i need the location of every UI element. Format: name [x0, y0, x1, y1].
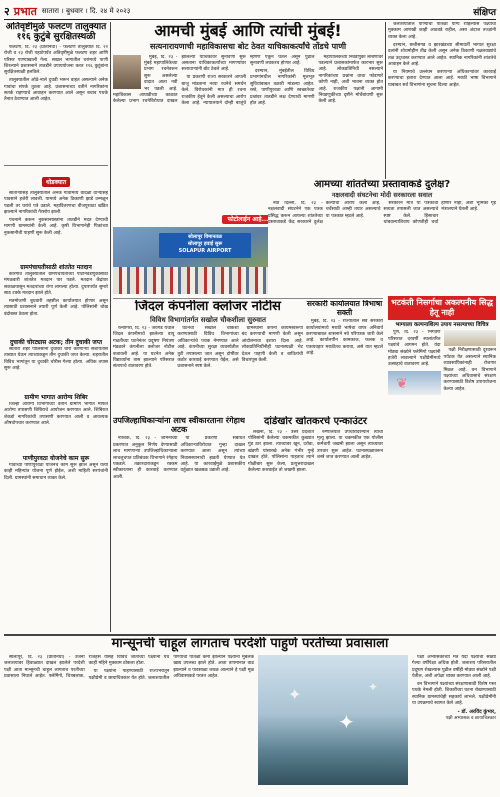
- paragraph: साताऱ्यासह तालुक्यातील अनेक गावांमध्ये वादळी वाऱ्यासह पावसाने हजेरी लावली. यामध्ये अनेक ठिकाणी झाडे उन्मळून पडली तर घरांचे पत्रे उडाले. महावितरणचा वीजपुरवठा खंडित झाल्याने नागरिकांची गैरसोय झाली.: [4, 190, 108, 215]
- left-story-6-body: [4, 463, 108, 503]
- peace-subhead: नक्षलवादी संघटनेचा मोदी सरकारला सवाल: [331, 190, 433, 199]
- lead-headline: आमची मुंबई आणि त्यांची मुंबई!: [154, 22, 342, 40]
- reporter-photo: [113, 55, 141, 89]
- encounter-body: [248, 430, 383, 522]
- right-column-top: [388, 22, 496, 177]
- banner-text: SOLAPUR AIRPORT: [178, 248, 232, 254]
- lead-story: [113, 22, 383, 204]
- jindal-body: [113, 326, 303, 412]
- left-story-5-body: [4, 402, 108, 452]
- paragraph: या प्रकरणी संबंधित अधिकाऱ्याविरोधात गुन्हा दाखल करण्यात आला असून त्यांच्या निवासस्थानाची झडती घेण्यात येत आहे. या कारवाईमुळे प्रशासकीय वर्तुळात खळबळ उडाली आहे.: [180, 436, 245, 474]
- bird-story: [388, 296, 496, 528]
- paragraph: मुंबई, दि. २३ - राज्यातील सर्व सरकारी कार्यालयांमध्ये मराठी भाषेचा वापर अनिवार्य करण्याबाबत शासनाने नवे परिपत्रक जारी केले आहे. कार्यालयीन कामकाज, फलक व पत्रव्यवहार मराठीतच करावा, असे यात म्हटले आहे.: [306, 319, 383, 357]
- bird-body: [388, 330, 496, 520]
- court-body: [113, 436, 245, 526]
- paragraph: रुग्णालयात उपचारादरम्यान त्याचा मृत्यू झाला. या चकमकीत एक पोलीस कर्मचारी जखमी झाला असून त्याच्यावर उपचार सुरू आहेत. घटनास्थळावरून शस्त्रे जप्त करण्यात आली आहेत.: [317, 429, 383, 461]
- paragraph: दरम्यान, मुंबईतील विविध प्रभागांमधील नागरिकांनी मूलभूत सुविधांबाबत तक्रारी मांडल्या आहेत. रस्ते, पाणीपुरवठा आणि स्वच्छतेच्या प्रश्नांवर तातडीने लक्ष देण्याची मागणी होत आहे.: [250, 68, 315, 106]
- left-story-4-headline: दुचाकी चोरट्यास अटक; तीन दुचाकी जप्त: [9, 338, 103, 346]
- brand-logo: प्रभात: [13, 4, 37, 18]
- left-column: [4, 22, 108, 632]
- banner-text: सोलापूर हवाई सुरू: [187, 241, 223, 247]
- bottom-body-right: [412, 655, 496, 787]
- paragraph: फलटण, दि. २३ (प्रतिनिधी) - फलटण तालुक्यात दि. २२ रोजी व २३ रोजी पहाटेपर्यंत अतिवृष्टीमुळे फलटण शहर आणि परिसर पाण्याखाली गेला. सखल भागातील घरांमध्ये पाणी शिरल्याने प्रशासनाने तातडीने उपाययोजना करत ११६ कुटुंबांना सुरक्षितस्थळी हलविले.: [4, 44, 108, 76]
- left-story-2-body: [4, 191, 108, 261]
- paragraph: सातारा शहर पोलिसांनी दुचाकी चोरी करणाऱ्या संशयितास ताब्यात घेऊन त्याच्याकडून तीन दुचाकी जप्त केल्या. शहरातील विविध भागांतून या दुचाकी चोरीस गेल्या होत्या. अधिक तपास सुरू आहे.: [4, 346, 108, 371]
- left-story-2-tag-wrap: [4, 169, 108, 188]
- court-headline: उपजिल्हाधिकाऱ्यांना लाच स्वीकारताना रंगेहाथ अटक: [113, 416, 245, 435]
- banner-text: सोलापूर विमानतळ: [188, 234, 222, 240]
- section-rule: [113, 298, 383, 299]
- paragraph: घटनेची सखोल चौकशी करण्यासाठी विविध विभागांच्या अधिकाऱ्यांचे पथक नेमण्यात आले आहे. कंपनीच्या सुरक्षा व्यवस्थेतील त्रुटी तपासल्या जात असून दोषींवर कठोर कारवाई करण्यात येईल, असे प्रशासनाने स्पष्ट केले.: [177, 325, 239, 370]
- paragraph: या पक्ष्यांना पाहण्यासाठी राज्यभरातून पक्षीप्रेमी व छायाचित्रकार येत होते. जलाशयातील पाण्याची पातळी कमी झाल्याने पक्ष्यांना मुबलक खाद्य उपलब्ध झाले होते. आता तापमानात वाढ झाल्याने व पावसाळा जवळ आल्याने हे पक्षी मूळ अधिवासाकडे परतत आहेत.: [88, 654, 254, 681]
- jindal-headline: जिंदल कंपनीला क्लोजर नोटीस: [135, 300, 281, 314]
- peace-headline: आमच्या शांततेच्या प्रस्तावाकडे दुर्लक्ष?: [313, 179, 451, 190]
- author-note: पक्षी अभ्यासक व छायाचित्रकार: [445, 715, 496, 721]
- left-story-4-body: [4, 347, 108, 391]
- section-rule: [4, 634, 496, 636]
- column-rule: [110, 22, 111, 632]
- bird-icon: ✦: [288, 684, 302, 704]
- paragraph: सोलापूर, दि. २३ (प्रतिनिधी) - उजनी जलाशयावर हिवाळ्यात दाखल झालेले परदेशी पक्षी आता मान्सूनची चाहूल लागताच परतीच्या प्रवासाला निघाले आहेत. फ्लेमिंगो, चित्रबलाक, राजहंस यांसह विविध जातींच्या पक्ष्यांनी येथे काही महिने मुक्काम ठोकला होता.: [4, 654, 170, 680]
- issue-date: सातारा । बुधवार । दि. २४ मे २०२३: [41, 6, 131, 15]
- bird-flock-photo: [258, 655, 408, 785]
- paragraph: पक्षी अभ्यासकांच्या मते यंदा पक्ष्यांची संख्या गेल्या वर्षीपेक्षा अधिक होती. जलाशय परिसरातील प्रदूषण रोखल्यास पुढील वर्षीही मोठ्या संख्येने पक्षी येतील, अशी अपेक्षा व्यक्त करण्यात आली आहे.: [412, 654, 496, 680]
- paragraph: जिल्हा आरोग्य विभागाच्या वतीने ग्रामीण भागात मोफत आरोग्य तपासणी शिबिराचे आयोजन करण्यात आले. शिबिरात शेकडो नागरिकांची तपासणी करण्यात आली व आवश्यक औषधोपचार करण्यात आले.: [4, 401, 108, 426]
- paragraph: तालुक्यातील ओढे-नाले दुथडी भरून वाहत असल्याने अनेक गावांचा संपर्क तुटला आहे. प्रशासनाच्या वतीने नागरिकांना सतर्क राहण्याचे आवाहन करण्यात आले असून बचाव पथके तैनात ठेवण्यात आली आहेत.: [4, 78, 108, 103]
- left-story-6-headline: पाणीपुरवठा योजनेचे काम सुरू: [22, 454, 90, 462]
- airport-banner: [159, 233, 251, 258]
- paragraph: कोरेगाव तालुक्यातील ग्रामपंचायतींच्या पोटनिवडणुकीसाठी मंगळवारी शांततेत मतदान पार पडले. मतदान केंद्रांवर सकाळपासून मतदारांच्या रांगा लागल्या होत्या. दुपारपर्यंत सुमारे साठ टक्के मतदान झाले होते.: [4, 271, 108, 296]
- paragraph: वन विभागाने पक्ष्यांच्या संरक्षणासाठी विशेष गस्त पथके नेमली होती. शिकारीच्या घटना रोखण्यासाठी स्थानिक ग्रामस्थांचेही सहकार्य लाभले. पक्षीप्रेमींनी या उपक्रमाचे स्वागत केले आहे.: [412, 682, 496, 707]
- paragraph: गावाच्या पाणीपुरवठा योजनेचे काम सुरू झाले असून येत्या काही महिन्यांत योजना पूर्ण होईल, अशी माहिती सरपंचांनी दिली. ग्रामस्थांनी समाधान व्यक्त केले.: [4, 462, 108, 481]
- paragraph: ग्रामस्थांनी कंपनी कायमस्वरूपी बंद करण्याची मागणी केली असून आंदोलनाचा इशारा दिला आहे. लोकप्रतिनिधींनीही घटनास्थळी भेट देऊन पाहणी केली व बाधितांची विचारपूस केली.: [241, 325, 303, 364]
- paragraph: महापालिकेच्या निवडणुका लांबणीवर पडल्याने प्रशासकांमार्फत कारभार सुरू आहे. लोकप्रतिनिधी नसल्याने नागरिकांच्या प्रश्नांना वाचा फोडणारे कोणी नाही, अशी भावना व्यक्त होत आहे. राजकीय पक्षांनी आगामी निवडणुकीच्या दृष्टीने मोर्चेबांधणी सुरू केली आहे.: [318, 54, 383, 105]
- paragraph: नवी दिल्ली, दि. २३ - नक्षलवादी संघटनेने एक पत्रक प्रसिद्ध करून आपल्या शांततेच्या प्रस्तावाकडे केंद्र सरकारने दुर्लक्ष केल्याचा आरोप केला आहे. चर्चेसाठी आम्ही तयार असल्याचे या पत्रकात म्हटले आहे.: [268, 200, 381, 226]
- peace-proposal-story: [268, 179, 496, 294]
- left-story-1-headline: अतिवृष्टीमुळे फलटण तालुक्यात ११६ कुटुंबे सुरक्षितस्थळी: [5, 22, 107, 43]
- bird-icon: ✦: [338, 709, 355, 734]
- paragraph: नाशिक, दि. २३ - जमिनीच्या प्रकरणात अनुकूल निर्णय देण्यासाठी लाच मागणाऱ्या उपजिल्हाधिकाऱ्याला लाचलुचपत प्रतिबंधक विभागाने रंगेहाथ पकडले. तक्रारदाराकडून रक्कम स्वीकारताना ही कारवाई करण्यात आली.: [113, 436, 178, 480]
- bird-icon: ✦: [368, 679, 379, 694]
- paragraph: रत्नागिरी, दि. २३ - जयगड येथील जिंदल कंपनीमध्ये झालेल्या वायू गळतीच्या घटनेनंतर प्रदूषण नियंत्रण मंडळाने कंपनीला क्लोजर नोटीस बजावली आहे. या घटनेत अनेक विद्यार्थ्यांना त्रास झाल्याने परिसरात संतापाचे वातावरण होते.: [113, 325, 175, 370]
- photo-caption-tag: फोटोलाईन आहे...: [222, 215, 275, 224]
- peace-body: [268, 201, 496, 291]
- bottom-body: [4, 655, 254, 787]
- paragraph: मतमोजणी बुधवारी तहसील कार्यालयात होणार असून त्यासाठी प्रशासनाने तयारी पूर्ण केली आहे. पोलिसांनी चोख बंदोबस्त ठेवला होता.: [4, 298, 108, 317]
- brief-right-top: [388, 22, 496, 174]
- bottom-story: [4, 637, 496, 795]
- lead-subhead: सत्यनारायणाची महाविकासचा बोट ठेवत याचिकाकर्त्यांचे तोंडचे पाणी: [149, 42, 347, 52]
- paragraph: या नियमाचे उल्लंघन करणाऱ्या अधिकाऱ्यांवर कारवाई करण्याचा इशारा देण्यात आला आहे. मराठी भाषा विभागाने याबाबत सर्व विभागांना सूचना दिल्या आहेत.: [388, 69, 496, 88]
- left-story-1-body: [4, 45, 108, 163]
- paragraph: जलाशयातील पाण्याची पातळी योग्य राहिल्यास पक्ष्यांचा मुक्काम आणखी काही आठवडे राहील, असा अंदाज तज्ज्ञांनी व्यक्त केला आहे.: [388, 22, 496, 40]
- page-number: २: [4, 4, 10, 18]
- paragraph: दरम्यान, छत्तीसगड व झारखंडच्या सीमावर्ती भागात सुरक्षा दलांनी शोधमोहीम तीव्र केली असून अनेक ठिकाणी नक्षलवाद्यांचे तळ उद्ध्वस्त करण्यात आले आहेत. स्थानिक नागरिकांनी शांततेचे आवाहन केले आहे.: [388, 42, 496, 67]
- bird-subhead: भाग्याला कल्पनाशिल्प उपाय नसल्याच्या विचित्र: [395, 322, 489, 328]
- flamingo-icon: ❦: [396, 375, 408, 392]
- brief-tag: थोडक्यात: [42, 177, 70, 187]
- paragraph: लखनौ, दि. २३ - उत्तर प्रदेशात पोलिसांनी केलेल्या चकमकीत कुख्यात गुंड ठार झाला. त्याच्यावर खून, दरोडा, खंडणी यांसारखे अनेक गंभीर गुन्हे दाखल होते. पोलिसांना पाहताच त्याने गोळीबार सुरू केला, प्रत्युत्तरादाखल केलेल्या कारवाईत तो जखमी झाला.: [248, 429, 314, 473]
- bird-headline: भटकंती निसर्गाचा अकल्पनीय सिद्ध हेतू नाही: [388, 296, 496, 320]
- paragraph: सरकारने मात्र या पत्रकाची सत्यता तपासली जात असल्याचे स्पष्ट केले. हिंसाचार थांबवल्याशिवाय कोणतीही चर्चा होणार नाही, अशी भूमिका गृह मंत्रालयाने घेतली आहे.: [383, 200, 496, 226]
- left-story-5-headline: ग्रामीण भागात आरोग्य शिबिर: [24, 393, 88, 401]
- paragraph: मुंबई, दि. २३ - मुंबई महापालिकेच्या प्रभाग रचनेवरून सुरू असलेल्या वादात आता नवी भर पडली आहे. महाविकास आघाडीच्या काळात केलेल्या प्रभाग रचनेविरोधात दाखल झालेल्या याचिकांवर सुनावणी सुरू असताना याचिकाकर्त्यांच्या मागण्यांवर सत्ताधाऱ्यांनी बोट ठेवले आहे.: [113, 54, 246, 105]
- paragraph: या प्रकरणी राज्य सरकारने आपली बाजू मांडताना नव्या रचनेचे समर्थन केले. विरोधकांनी मात्र ही रचना राजकीय हेतूने केली असल्याचा आरोप केला आहे. न्यायालयाने दोन्ही बाजूंचे म्हणणे ऐकून घेतले असून पुढील सुनावणी लवकरच होणार आहे.: [181, 54, 315, 106]
- jindal-subhead: विविध विभागांतर्गत सखोल चौकशीला सुरुवात: [150, 315, 266, 324]
- masthead: [4, 3, 496, 20]
- paragraph: पक्षी निरीक्षणासाठी दूरवरून पर्यटक येत असल्याने स्थानिक व्यावसायिकांनाही रोजगार मिळत आहे. वन विभागाने पक्ष्यांच्या अधिवासाचे संरक्षण करण्यासाठी विशेष उपाययोजना केल्या आहेत.: [443, 348, 496, 392]
- author-name: - डॉ. अरविंद कुंभार,: [457, 709, 496, 716]
- left-story-3-body: [4, 272, 108, 336]
- encounter-headline: दांडेखोर खोतकरचे एन्काउंटर: [263, 416, 368, 427]
- office-body: [306, 319, 383, 411]
- office-headline: सरकारी कार्यालयात त्रिभाषा सक्ती: [306, 300, 383, 317]
- paragraph: पुणे, दि. २३ - भिगवण परिसरात दरवर्षी स्थलांतरित पक्ष्यांचे आगमन होते. यंदा मोठ्या संख्येने फ्लेमिंगो पक्ष्यांनी हजेरी लावल्याने पक्षीप्रेमींमध्ये उत्साहाचे वातावरण आहे.: [388, 330, 441, 368]
- court-story: [113, 416, 245, 528]
- bottom-headline: मान्सूनची चाहूल लागताच परदेशी पाहुणे परतीच्या प्रवासाला: [111, 637, 389, 651]
- office-story: [306, 300, 383, 414]
- left-story-3-headline: ग्रामपंचायतीसाठी शांततेत मतदान: [20, 263, 92, 271]
- section-label: संक्षिप्त: [473, 7, 496, 18]
- encounter-story: [248, 416, 383, 528]
- bottom-body-wrap: [4, 655, 496, 787]
- left-story-1: [4, 22, 108, 166]
- jindal-story: [113, 300, 303, 414]
- paragraph: पंचनामे करून नुकसानग्रस्तांना तातडीने मदत देण्याची मागणी ग्रामस्थांनी केली आहे. कृषी विभागानेही पिकांच्या नुकसानीची पाहणी सुरू केली आहे.: [4, 217, 108, 236]
